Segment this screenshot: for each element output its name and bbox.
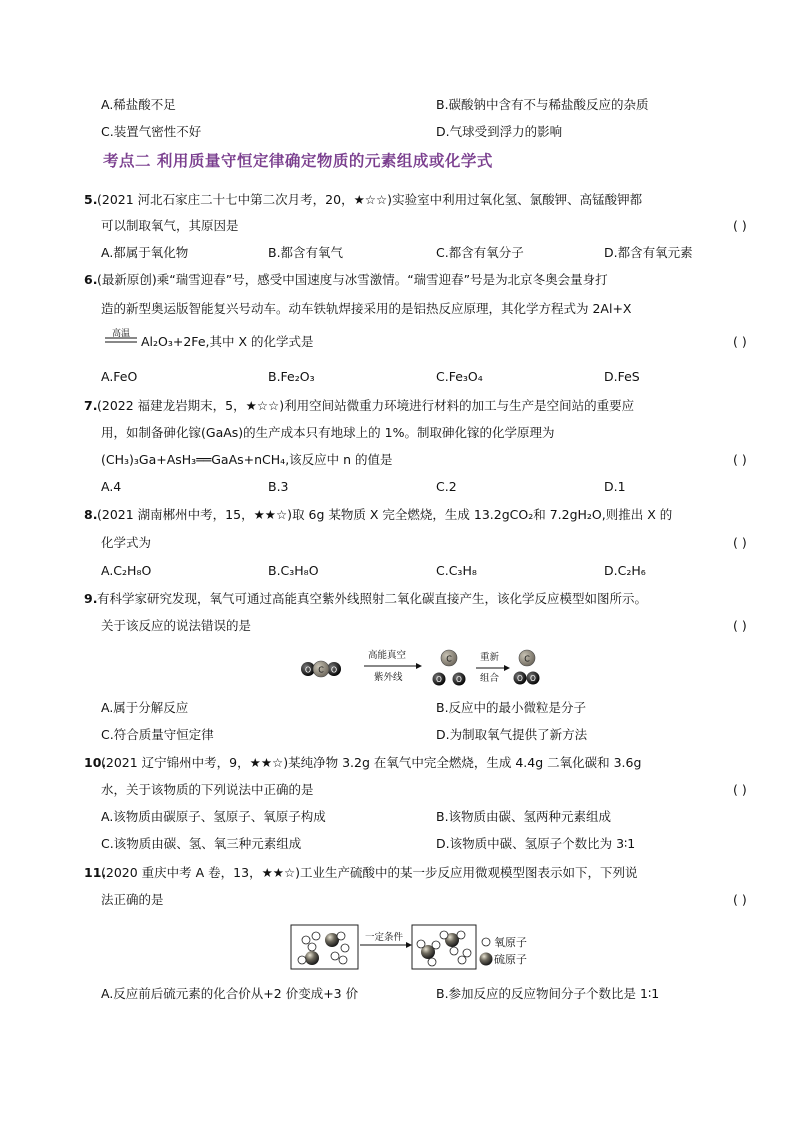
question-11-line-2 bbox=[0, 890, 794, 910]
question-number: 11. bbox=[84, 865, 107, 880]
question-text: (2022 福建龙岩期末，5，★☆☆)利用空间站微重力环境进行材料的加工与生产是空间站的重要应 bbox=[97, 398, 635, 413]
question-text: (2021 湖南郴州中考，15，★★☆)取 6g 某物质 X 完全燃烧，生成 13.2gCO₂和 7.2gH₂O,则推出 X 的 bbox=[97, 507, 673, 522]
option-a[interactable]: A.FeO bbox=[101, 369, 138, 384]
option-c[interactable]: C.装置气密性不好 bbox=[101, 124, 202, 139]
question-text: 造的新型奥运版智能复兴号动车。动车铁轨焊接采用的是铝热反应原理，其化学方程式为 2Al+X bbox=[101, 301, 632, 316]
option-b[interactable]: B.参加反应的反应物间分子个数比是 1∶1 bbox=[436, 986, 660, 1001]
option-a[interactable]: A.该物质由碳原子、氢原子、氧原子构成 bbox=[101, 809, 326, 824]
question-7-options bbox=[0, 477, 794, 497]
question-text: (2020 重庆中考 A 卷，13，★★☆)工业生产硫酸中的某一步反应用微观模型图表示如下，下列说 bbox=[101, 865, 638, 880]
sulfur-oxidation-model-diagram bbox=[290, 922, 540, 974]
question-6-line-2 bbox=[0, 299, 794, 319]
atom-label: O bbox=[456, 675, 462, 684]
question-6-options bbox=[0, 367, 794, 387]
arrow-label-bottom: 组合 bbox=[480, 673, 500, 684]
option-a[interactable]: A.C₂H₈O bbox=[101, 563, 152, 578]
question-text: (2021 河北石家庄二十七中第二次月考，20，★☆☆)实验室中利用过氧化氢、氯酸钾、高锰酸钾都 bbox=[97, 192, 643, 207]
prev-options-row-2 bbox=[0, 122, 794, 142]
atom-label: O bbox=[436, 675, 442, 684]
question-text: 用，如制备砷化镓(GaAs)的生产成本只有地球上的 1%。制取砷化镓的化学原理为 bbox=[101, 425, 555, 440]
question-text: (2021 辽宁锦州中考，9，★★☆)某纯净物 3.2g 在氧气中完全燃烧，生成 4.4g 二氧化碳和 3.6g bbox=[101, 755, 642, 770]
option-d[interactable]: D.该物质中碳、氢原子个数比为 3∶1 bbox=[436, 836, 636, 851]
option-d[interactable]: D.气球受到浮力的影响 bbox=[436, 124, 563, 139]
question-7-line-3 bbox=[0, 450, 794, 470]
question-10-options-row-1 bbox=[0, 807, 794, 827]
question-number: 6. bbox=[84, 272, 98, 287]
atom-label: O bbox=[530, 674, 536, 683]
atom-label: C bbox=[524, 654, 530, 664]
question-6-line-3 bbox=[0, 329, 794, 352]
question-number: 7. bbox=[84, 398, 98, 413]
atom-label: C bbox=[446, 654, 452, 664]
question-8-options bbox=[0, 561, 794, 581]
reaction-model-diagram bbox=[296, 647, 546, 687]
question-text: 有科学家研究发现，氧气可通过高能真空紫外线照射二氧化碳直接产生，该化学反应模型如图所示。 bbox=[97, 591, 648, 606]
legend-oxygen: 氧原子 bbox=[494, 936, 527, 949]
question-5-options bbox=[0, 243, 794, 263]
question-8-line-2 bbox=[0, 533, 794, 553]
option-c[interactable]: C.都含有氧分子 bbox=[436, 245, 524, 260]
question-text: (CH₃)₃Ga+AsH₃══GaAs+nCH₄,该反应中 n 的值是 bbox=[101, 452, 393, 467]
reaction-condition: 高温 bbox=[112, 329, 131, 339]
prev-options-row-1 bbox=[0, 95, 794, 115]
answer-blank[interactable]: ( ) bbox=[733, 218, 747, 233]
question-text: 法正确的是 bbox=[101, 892, 164, 907]
option-b[interactable]: B.C₃H₈O bbox=[268, 563, 319, 578]
answer-blank[interactable]: ( ) bbox=[733, 782, 747, 797]
question-5-line-1 bbox=[0, 190, 794, 210]
option-d[interactable]: D.C₂H₆ bbox=[604, 563, 646, 578]
arrow-label-bottom: 紫外线 bbox=[374, 672, 403, 683]
option-b[interactable]: B.碳酸钠中含有不与稀盐酸反应的杂质 bbox=[436, 97, 649, 112]
section-heading: 考点二 利用质量守恒定律确定物质的元素组成或化学式 bbox=[103, 152, 493, 170]
atom-label: O bbox=[517, 674, 523, 683]
question-number: 10. bbox=[84, 755, 107, 770]
option-a[interactable]: A.4 bbox=[101, 479, 122, 494]
question-9-line-1 bbox=[0, 589, 794, 609]
question-9-line-2 bbox=[0, 616, 794, 636]
option-c[interactable]: C.该物质由碳、氢、氧三种元素组成 bbox=[101, 836, 302, 851]
question-text: 水，关于该物质的下列说法中正确的是 bbox=[101, 782, 314, 797]
option-b[interactable]: B.Fe₂O₃ bbox=[268, 369, 315, 384]
reaction-condition: 一定条件 bbox=[365, 932, 404, 943]
question-6-line-1 bbox=[0, 270, 794, 290]
option-a[interactable]: A.都属于氧化物 bbox=[101, 245, 189, 260]
question-text: 关于该反应的说法错误的是 bbox=[101, 618, 252, 633]
question-number: 8. bbox=[84, 507, 98, 522]
option-d[interactable]: D.为制取氧气提供了新方法 bbox=[436, 727, 588, 742]
question-10-options-row-2 bbox=[0, 834, 794, 854]
option-c[interactable]: C.符合质量守恒定律 bbox=[101, 727, 214, 742]
question-text: 可以制取氧气，其原因是 bbox=[101, 218, 239, 233]
option-a[interactable]: A.属于分解反应 bbox=[101, 700, 189, 715]
question-text: 化学式为 bbox=[101, 535, 152, 550]
question-10-line-1 bbox=[0, 753, 794, 773]
answer-blank[interactable]: ( ) bbox=[733, 618, 747, 633]
option-b[interactable]: B.都含有氧气 bbox=[268, 245, 344, 260]
option-c[interactable]: C.C₃H₈ bbox=[436, 563, 477, 578]
question-8-line-1 bbox=[0, 505, 794, 525]
option-a[interactable]: A.反应前后硫元素的化合价从+2 价变成+3 价 bbox=[101, 986, 359, 1001]
question-9-options-row-1 bbox=[0, 698, 794, 718]
question-text: Al₂O₃+2Fe,其中 X 的化学式是 bbox=[141, 334, 314, 349]
question-11-line-1 bbox=[0, 863, 794, 883]
oxygen-atom-legend-icon bbox=[482, 938, 490, 946]
question-7-line-2 bbox=[0, 423, 794, 443]
question-number: 9. bbox=[84, 591, 98, 606]
answer-blank[interactable]: ( ) bbox=[733, 452, 747, 467]
answer-blank[interactable]: ( ) bbox=[733, 535, 747, 550]
answer-blank[interactable]: ( ) bbox=[733, 892, 747, 907]
option-b[interactable]: B.3 bbox=[268, 479, 289, 494]
option-d[interactable]: D.1 bbox=[604, 479, 626, 494]
question-7-line-1 bbox=[0, 396, 794, 416]
option-b[interactable]: B.该物质由碳、氢两种元素组成 bbox=[436, 809, 612, 824]
atom-label: C bbox=[318, 665, 324, 675]
option-d[interactable]: D.都含有氧元素 bbox=[604, 245, 693, 260]
atom-label: O bbox=[304, 665, 312, 675]
equals-sign-icon bbox=[104, 334, 138, 346]
question-5-line-2 bbox=[0, 216, 794, 236]
arrow-label-top: 高能真空 bbox=[368, 650, 407, 661]
co2-molecule-icon bbox=[301, 661, 341, 677]
option-c[interactable]: C.2 bbox=[436, 479, 457, 494]
legend-sulfur: 硫原子 bbox=[494, 953, 527, 966]
option-a[interactable]: A.稀盐酸不足 bbox=[101, 97, 176, 112]
question-text: (最新原创)乘“瑞雪迎春”号，感受中国速度与冰雪激情。“瑞雪迎春”号是为北京冬奥会量身打 bbox=[97, 272, 608, 287]
question-number: 5. bbox=[84, 192, 98, 207]
option-c[interactable]: C.Fe₃O₄ bbox=[436, 369, 483, 384]
question-10-line-2 bbox=[0, 780, 794, 800]
question-11-options-row-1 bbox=[0, 984, 794, 1004]
atom-label: O bbox=[330, 665, 338, 675]
arrow-label-top: 重新 bbox=[480, 652, 500, 663]
question-9-options-row-2 bbox=[0, 725, 794, 745]
sulfur-atom-legend-icon bbox=[480, 953, 493, 966]
option-b[interactable]: B.反应中的最小微粒是分子 bbox=[436, 700, 587, 715]
option-d[interactable]: D.FeS bbox=[604, 369, 640, 384]
answer-blank[interactable]: ( ) bbox=[733, 334, 747, 349]
